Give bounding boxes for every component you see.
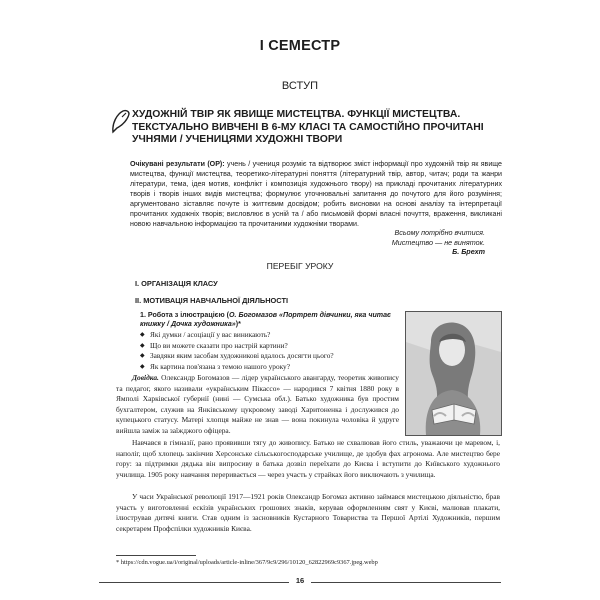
outcomes-text: учень / учениця розуміє та відтворює зміст інформації про художній твір як явище мистецтва, функції мистецтва, теоретико-літературні поняття (літературний твір, автор, читач; роди та жанри літератури, тема, ідея мотив, конфлікт і композиція художнього твору) на прикладі прочитаних літературних творів і творів інших видів мистецтва; формулює уточнювальні запитання до почутого для його розуміння; аргументовано зіставляє почуте із життєвим досвідом; робить висновки на основі аналізу та інтерпретації прочитаних художніх творів; висловлює в усній та / або письмовій формі власні почуття, враження, викликані новою навчальною інформацією та прочитаними художніми творами. [130, 160, 502, 229]
epigraph-line-1: Всьому потрібно вчитися. [394, 228, 485, 237]
task-lead: 1. Робота з ілюстрацією ( [140, 311, 229, 319]
task-tail: )* [235, 320, 241, 329]
section-motivation: ІІ. МОТИВАЦІЯ НАВЧАЛЬНОЇ ДІЯЛЬНОСТІ [135, 296, 289, 305]
semester-title: І СЕМЕСТР [259, 38, 341, 54]
lesson-flow-title: ПЕРЕБІГ УРОКУ [266, 261, 334, 271]
outcomes-label: Очікувані результати (ОР): [130, 160, 225, 168]
epigraph [300, 228, 485, 257]
epigraph-line-2: Мистецтво — не виняток. [391, 237, 485, 247]
footer-rule-right [311, 582, 501, 583]
footnote-divider [116, 555, 196, 556]
painting-illustration [405, 311, 502, 436]
reference-label: Довідка. [132, 373, 159, 382]
question-item: ◆ Як картина пов'язана з темою нашого уроку? [140, 362, 400, 373]
lesson-heading: ХУДОЖНІЙ ТВІР ЯК ЯВИЩЕ МИСТЕЦТВА. ФУНКЦІЇ МИСТЕЦТВА. ТЕКСТУАЛЬНО ВИВЧЕНІ В 6-МУ КЛАСІ ТА САМОСТІЙНО ПРОЧИТАНІ УЧНЯМИ / УЧЕНИЦЯМИ ХУДОЖНІ ТВОРИ [132, 109, 484, 146]
reference-paragraph [116, 373, 399, 437]
biography-paragraph-study: Навчався в гімназії, рано проявивши тягу до живопису. Батько не схвалював його стиль, уважаючи це маревом, і, наполіг, щоб хлопець закінчив Херсонське сільськогосподарське училище, де здобув фах агронома. Але мистецтво бере гору: за підтримки дядька він випросиву в батька дозвіл переїхати до Києва і вступити до Київського художнього училища. 1905 року навчання переривається — через участь у страйках його виключають з училища. [116, 438, 500, 479]
pen-nib-icon [110, 108, 132, 134]
intro-title: ВСТУП [281, 80, 319, 92]
question-item: ◆ Які думки / асоціації у вас виникають? [140, 330, 400, 341]
epigraph-author: Б. Брехт [452, 247, 485, 256]
footer-rule-left [99, 582, 289, 583]
biography-paragraph-revolution: У часи Української революції 1917—1921 років Олександр Богомаз активно займався мистецькою діяльністю, брав участь у виготовленні ескізів українських грошових знаків, керував оформленням свят у Києві, малював плакати, ілюстрував дитячі книги. Став одним із засновників Кустарного Товариства та Першої Артілі Художників, першим секретарем Профспілки художників Києва. [116, 492, 500, 533]
question-item: ◆ Завдяки яким засобам художникові вдалось досягти цього? [140, 351, 400, 362]
girl-reading-painting-image [406, 312, 501, 435]
section-organization: І. ОРГАНІЗАЦІЯ КЛАСУ [135, 279, 218, 288]
question-item: ◆ Що ви можете сказати про настрій картини? [140, 341, 400, 352]
task-illustration [140, 311, 395, 329]
page-number: 16 [295, 576, 305, 585]
reference-text: Олександр Богомазов — лідер українського авангарду, теоретик живопису та педагог, якого називали «українським Пікассо» — народився 7 квітня 1880 року в Ямполі Харківської губернії (нині — Сумська обл.). Батько художника був простим бухгалтером, служив на Янківському цукровому заводі Харитоненка і дослужився до купецького статусу. Матері хлопця майже не знав — вона покинула чоловіка й удруге вийшла заміж за заїжджого офіцера. [116, 373, 399, 435]
question-list [140, 330, 400, 372]
task-painting-title: О. Богомазов «Портрет дівчинки, яка читає книжку / Дочка художника» [140, 311, 392, 329]
expected-outcomes [130, 159, 502, 229]
footnote-link: * https://cdn.vogue.ua/i/original/uploads/article-inline/367/9c9/296/10120_62822969c9367.jpeg.webp [116, 559, 378, 566]
